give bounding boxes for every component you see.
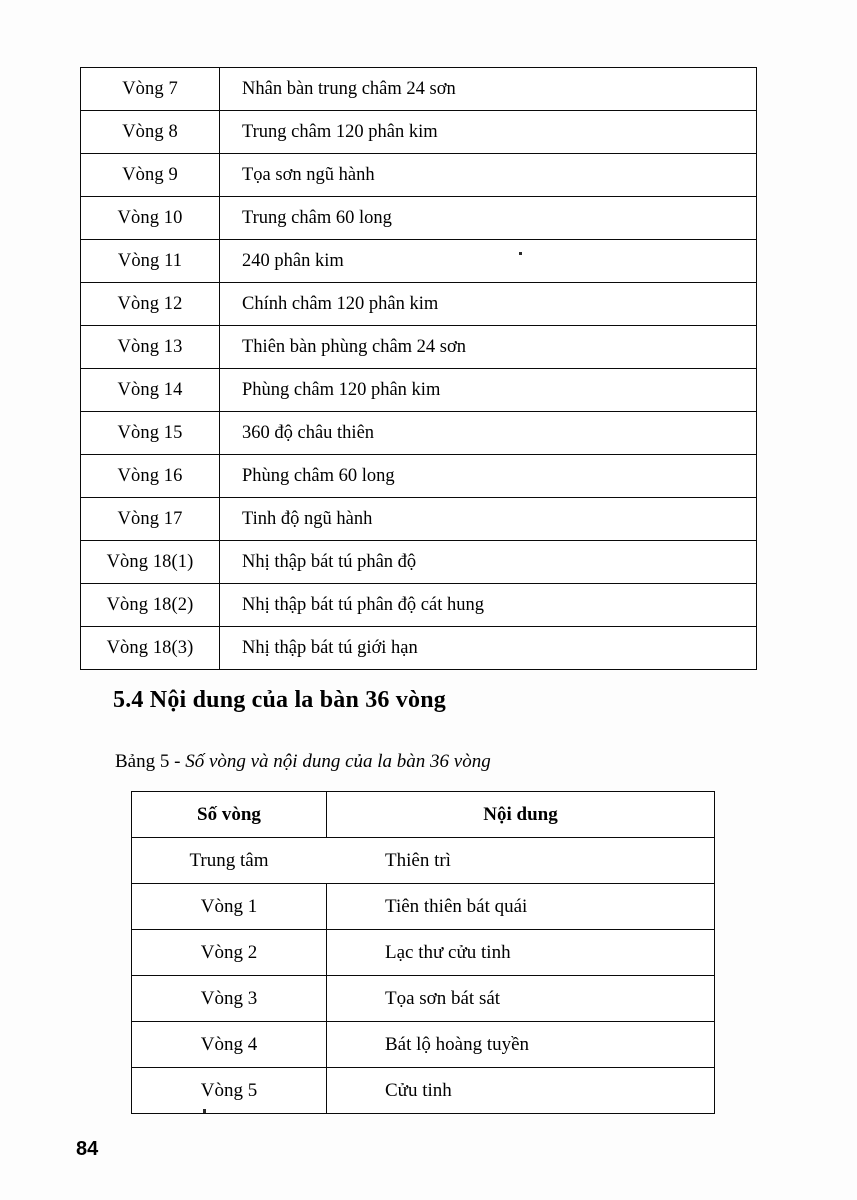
table-row <box>132 884 715 930</box>
cell-ring-content: Tọa sơn bát sát <box>327 976 715 1022</box>
header-so-vong: Số vòng <box>132 792 327 838</box>
table-row <box>81 498 757 541</box>
cell-ring-content: Chính châm 120 phân kim <box>220 283 757 326</box>
cell-ring-number: Vòng 5 <box>132 1068 327 1114</box>
cell-ring-content: Tọa sơn ngũ hành <box>220 154 757 197</box>
cell-ring-number: Vòng 10 <box>81 197 220 240</box>
table-36-vong <box>131 791 715 1114</box>
cell-ring-content: Nhị thập bát tú phân độ cát hung <box>220 584 757 627</box>
cell-ring-content: Trung châm 60 long <box>220 197 757 240</box>
cell-ring-number: Vòng 13 <box>81 326 220 369</box>
table-vong-continued-body <box>81 68 757 670</box>
table-row <box>132 1022 715 1068</box>
cell-ring-number: Vòng 1 <box>132 884 327 930</box>
table-row <box>132 838 715 884</box>
table-36-vong-head <box>132 792 715 838</box>
cell-ring-number: Vòng 7 <box>81 68 220 111</box>
table-vong-continued <box>80 67 757 670</box>
cell-ring-number: Vòng 18(2) <box>81 584 220 627</box>
header-noi-dung: Nội dung <box>327 792 715 838</box>
cell-ring-number: Vòng 8 <box>81 111 220 154</box>
table-row <box>81 584 757 627</box>
caption-title: Số vòng và nội dung của la bàn 36 vòng <box>185 751 491 772</box>
table-row <box>81 240 757 283</box>
cell-ring-content: Tiên thiên bát quái <box>327 884 715 930</box>
table-row <box>132 1068 715 1114</box>
scan-speck <box>519 252 522 255</box>
cell-ring-content: Thiên bàn phùng châm 24 sơn <box>220 326 757 369</box>
cell-ring-number: Vòng 16 <box>81 455 220 498</box>
table-row <box>81 111 757 154</box>
cell-ring-number: Vòng 12 <box>81 283 220 326</box>
table-row <box>132 976 715 1022</box>
table-row <box>81 541 757 584</box>
cell-ring-content: Trung châm 120 phân kim <box>220 111 757 154</box>
cell-ring-content: 360 độ châu thiên <box>220 412 757 455</box>
cell-ring-content: Bát lộ hoàng tuyền <box>327 1022 715 1068</box>
cell-ring-number: Trung tâm <box>132 838 327 884</box>
cell-ring-number: Vòng 14 <box>81 369 220 412</box>
cell-ring-content: Lạc thư cửu tinh <box>327 930 715 976</box>
cell-ring-number: Vòng 18(1) <box>81 541 220 584</box>
cell-ring-content: Phùng châm 60 long <box>220 455 757 498</box>
table-row <box>81 455 757 498</box>
table-row <box>81 283 757 326</box>
table-caption <box>115 751 491 773</box>
table-header-row <box>132 792 715 838</box>
cell-ring-number: Vòng 2 <box>132 930 327 976</box>
table-row <box>81 154 757 197</box>
cell-ring-number: Vòng 18(3) <box>81 627 220 670</box>
table-row <box>81 197 757 240</box>
cell-ring-number: Vòng 17 <box>81 498 220 541</box>
cell-ring-number: Vòng 4 <box>132 1022 327 1068</box>
caption-label: Bảng 5 - <box>115 751 186 772</box>
cell-ring-content: Nhị thập bát tú phân độ <box>220 541 757 584</box>
cell-ring-content: Nhân bàn trung châm 24 sơn <box>220 68 757 111</box>
cell-ring-content: Cửu tinh <box>327 1068 715 1114</box>
scan-speck <box>203 1109 206 1113</box>
cell-ring-content: Nhị thập bát tú giới hạn <box>220 627 757 670</box>
section-heading: 5.4 Nội dung của la bàn 36 vòng <box>113 687 446 713</box>
table-row <box>81 369 757 412</box>
table-row <box>81 412 757 455</box>
cell-ring-number: Vòng 9 <box>81 154 220 197</box>
table-row <box>132 930 715 976</box>
cell-ring-content: Thiên trì <box>327 838 715 884</box>
cell-ring-content: Phùng châm 120 phân kim <box>220 369 757 412</box>
page-number: 84 <box>76 1138 99 1160</box>
cell-ring-number: Vòng 3 <box>132 976 327 1022</box>
table-row <box>81 627 757 670</box>
table-row <box>81 68 757 111</box>
cell-ring-number: Vòng 15 <box>81 412 220 455</box>
cell-ring-content: Tinh độ ngũ hành <box>220 498 757 541</box>
cell-ring-number: Vòng 11 <box>81 240 220 283</box>
table-36-vong-body <box>132 838 715 1114</box>
table-row <box>81 326 757 369</box>
cell-ring-content: 240 phân kim <box>220 240 757 283</box>
